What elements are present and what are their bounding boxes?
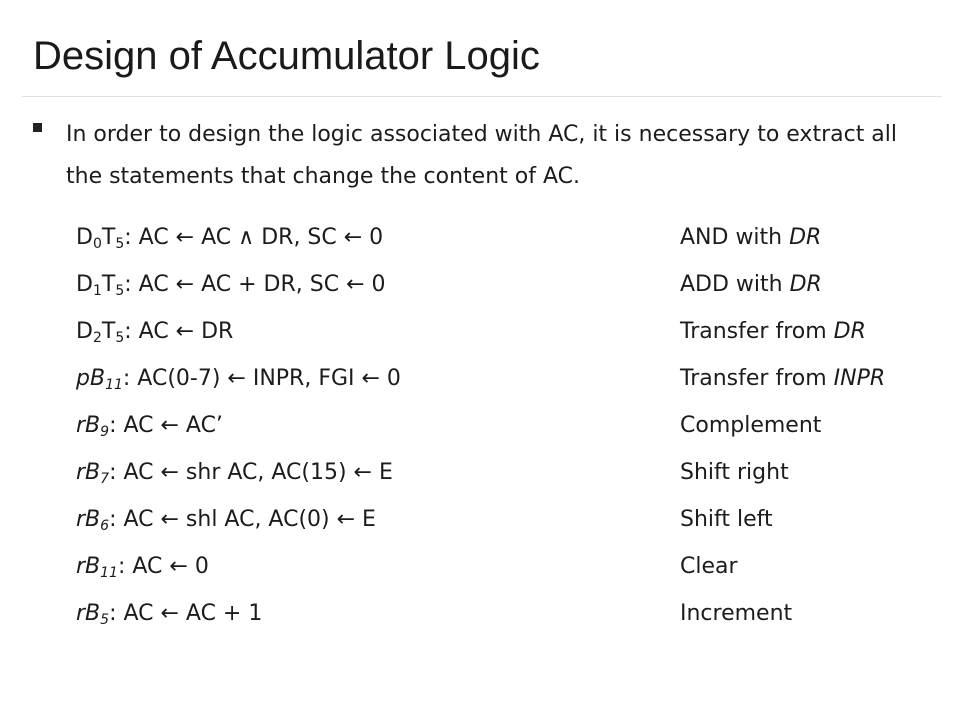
statement-list	[76, 214, 946, 637]
title-divider	[22, 96, 942, 97]
statement-expression	[76, 308, 233, 355]
condition-var: T	[101, 272, 116, 297]
microoperation: : AC ← shl AC, AC(0) ← E	[109, 507, 376, 532]
condition-var: rB	[76, 413, 101, 438]
microoperation: : AC ← shr AC, AC(15) ← E	[109, 460, 393, 485]
condition-subscript: 11	[105, 377, 123, 393]
statement-description	[680, 355, 885, 402]
description-text: Transfer from	[680, 366, 834, 391]
statement-row	[76, 308, 946, 355]
statement-description	[680, 261, 822, 308]
microoperation: : AC ← AC + DR, SC ← 0	[124, 272, 386, 297]
statement-row	[76, 543, 946, 590]
statement-row	[76, 402, 946, 449]
statement-expression	[76, 590, 262, 637]
description-register: INPR	[833, 366, 886, 391]
condition-var: pB	[76, 366, 106, 391]
condition-subscript: 6	[100, 518, 110, 534]
microoperation: : AC ← AC’	[109, 413, 223, 438]
statement-expression	[76, 543, 209, 590]
condition-subscript: 1	[92, 283, 102, 299]
statement-description: Shift left	[680, 507, 773, 532]
description-text: Transfer from	[680, 319, 834, 344]
condition-subscript: 5	[100, 612, 110, 628]
condition-subscript: 11	[100, 565, 118, 581]
statement-description: Complement	[680, 413, 822, 438]
condition-subscript: 5	[115, 236, 125, 252]
condition-var: rB	[76, 601, 101, 626]
condition-var: rB	[76, 554, 101, 579]
statement-expression	[76, 402, 223, 449]
statement-row	[76, 355, 946, 402]
description-register: DR	[833, 319, 866, 344]
square-bullet-icon	[33, 123, 42, 132]
statement-expression	[76, 214, 383, 261]
statement-row	[76, 449, 946, 496]
condition-var: T	[101, 319, 116, 344]
microoperation: : AC(0-7) ← INPR, FGI ← 0	[122, 366, 401, 391]
condition-var: D	[76, 272, 93, 297]
condition-subscript: 0	[92, 236, 102, 252]
description-register: DR	[789, 272, 822, 297]
condition-var: D	[76, 225, 93, 250]
statement-row	[76, 261, 946, 308]
statement-row	[76, 214, 946, 261]
microoperation: : AC ← DR	[124, 319, 234, 344]
statement-description	[680, 308, 866, 355]
statement-row	[76, 496, 946, 543]
statement-row	[76, 590, 946, 637]
condition-var: rB	[76, 507, 101, 532]
statement-description: Shift right	[680, 460, 789, 485]
condition-subscript: 7	[100, 471, 110, 487]
statement-expression	[76, 449, 393, 496]
slide-title: Design of Accumulator Logic	[33, 34, 540, 78]
microoperation: : AC ← AC + 1	[109, 601, 263, 626]
statement-expression	[76, 261, 386, 308]
bullet-text: In order to design the logic associated with AC, it is necessary to extract all the statements that change the content of AC.	[66, 122, 898, 189]
condition-subscript: 5	[115, 283, 125, 299]
condition-subscript: 5	[115, 330, 125, 346]
statement-description: Increment	[680, 601, 793, 626]
condition-subscript: 2	[92, 330, 102, 346]
condition-var: rB	[76, 460, 101, 485]
description-text: AND with	[680, 225, 790, 250]
microoperation: : AC ← 0	[117, 554, 209, 579]
microoperation: : AC ← AC ∧ DR, SC ← 0	[124, 225, 384, 250]
description-register: DR	[789, 225, 822, 250]
statement-description	[680, 214, 821, 261]
condition-var: T	[101, 225, 116, 250]
statement-expression	[76, 496, 376, 543]
statement-description: Clear	[680, 554, 738, 579]
condition-var: D	[76, 319, 93, 344]
condition-subscript: 9	[100, 424, 110, 440]
statement-expression	[76, 355, 401, 402]
description-text: ADD with	[680, 272, 790, 297]
